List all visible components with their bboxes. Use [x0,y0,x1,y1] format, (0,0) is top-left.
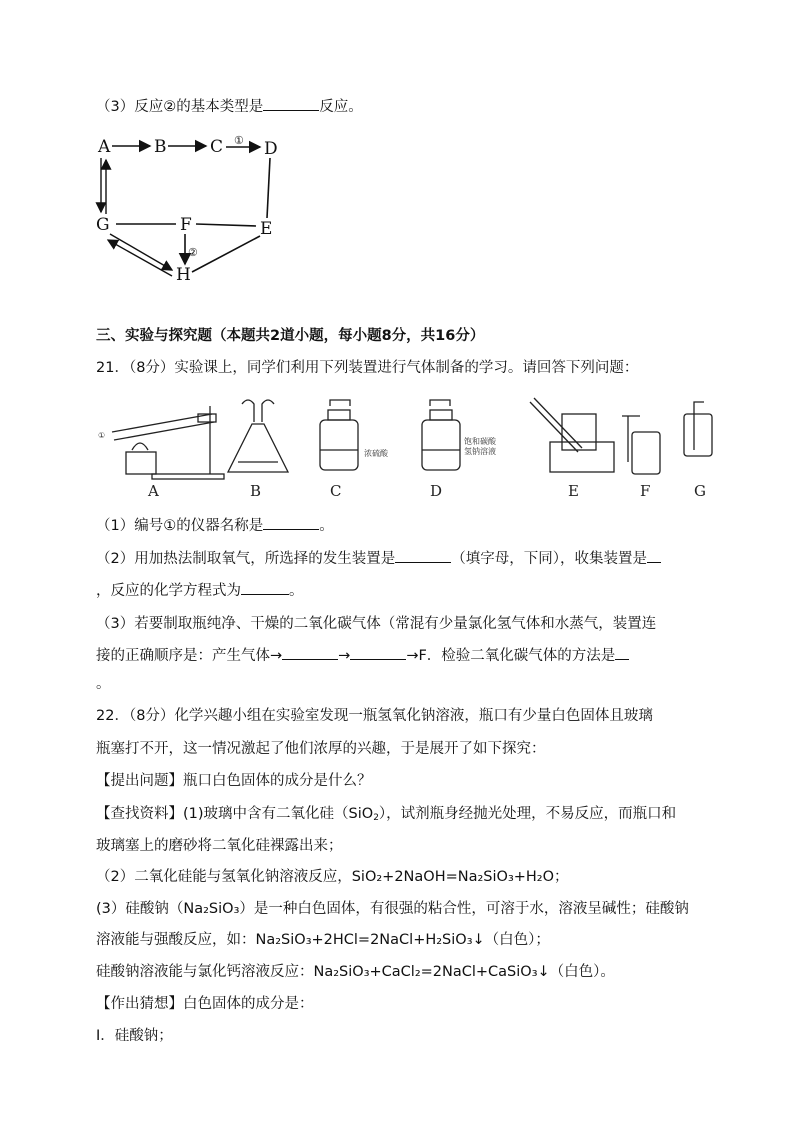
q22-guess: 【作出猜想】白色固体的成分是： [96,996,314,1012]
q22-info1-b: ），试剂瓶身经抛光处理，不易反应，而瓶口和 [378,806,677,822]
apparatus-d [422,400,460,470]
q21-part3-line1: （3）若要制取瓶纯净、干燥的二氧化碳气体（常混有少量氯化氢气体和水蒸气，装置连 [96,616,657,632]
apparatus-label-f: F [640,482,651,500]
node-e: E [260,219,273,239]
q22-info1-line2: 玻璃塞上的磨砂将二氧化硅裸露出来； [96,838,343,854]
q21-stem: 21．（8分）实验课上，同学们利用下列装置进行气体制备的学习。请回答下列问题： [96,360,639,376]
apparatus-label-d: D [430,482,443,500]
apparatus-label-a: A [148,482,159,500]
bottle-d-label-2: 氢钠溶液 [464,447,496,456]
arrow-g-h [110,234,172,270]
apparatus-c [320,400,358,470]
node-b: B [154,137,167,157]
q21-p2-b: （填字母，下同），收集装置是 [451,551,647,567]
answer-blank[interactable] [263,515,319,530]
q22-info3-line1: (3）硅酸钠（Na₂SiO₃）是一种白色固体，有很强的粘合性，可溶于水，溶液呈碱性；硅酸钠 [96,901,689,917]
q21-p1-prefix: （1）编号①的仪器名称是 [96,518,264,534]
q20-3-line [96,96,363,117]
q21-part2-line2 [96,580,304,601]
apparatus-g [684,402,712,456]
apparatus-b [228,400,288,472]
q20-3-suffix: 反应。 [319,99,363,115]
line-d-e [267,158,270,218]
q21-p2-c: ，反应的化学方程式为 [96,583,241,599]
q22-info3-line2: 溶液能与强酸反应，如：Na₂SiO₃+2HCl=2NaCl+H₂SiO₃↓（白色）； [96,932,550,948]
apparatus-label-e: E [568,482,579,500]
node-f: F [180,215,192,235]
q21-p1-suffix: 。 [319,518,334,534]
reaction-scheme-diagram [88,130,288,290]
q22-guess-i: Ⅰ．硅酸钠； [96,1028,173,1044]
q21-part2-line1 [96,548,661,569]
q22-info1-a: 【查找资料】(1)玻璃中含有二氧化硅（SiO [96,806,374,822]
line-f-e [196,224,256,226]
answer-blank[interactable] [647,548,661,563]
line-e-h [192,236,260,272]
answer-blank[interactable] [350,645,406,660]
apparatus-label-g: G [694,482,706,500]
apparatus-a [112,406,224,479]
apparatus-figure [92,392,732,502]
q21-p3-d: →F．检验二氧化碳气体的方法是 [406,648,616,664]
arrow-label-2: ② [188,246,198,259]
q21-part3-line2 [96,645,629,666]
q22-info3-line3: 硅酸钠溶液能与氯化钙溶液反应：Na₂SiO₃+CaCl₂=2NaCl+CaSiO₃↓（白色）。 [96,964,615,980]
q21-part3-line3: 。 [96,676,111,692]
answer-blank[interactable] [615,645,629,660]
q22-stem-line1: 22．（8分）化学兴趣小组在实验室发现一瓶氢氧化钠溶液，瓶口有少量白色固体且玻璃 [96,708,653,724]
answer-blank[interactable] [241,580,289,595]
apparatus-label-c: C [330,482,342,500]
arrow-label-1: ① [234,134,244,147]
section-heading: 三、实验与探究题（本题共2道小题，每小题8分，共16分） [96,328,485,344]
q20-3-prefix: （3）反应②的基本类型是 [96,99,264,115]
q21-p2-d: 。 [289,583,304,599]
answer-blank[interactable] [395,548,451,563]
answer-blank[interactable] [263,96,319,111]
node-a: A [98,137,111,157]
marker-1: ① [98,431,106,440]
node-d: D [264,139,278,159]
q22-info1-line1: 【查找资料】(1)玻璃中含有二氧化硅（SiO$_2$），试剂瓶身经抛光处理，不易反应，而瓶口和 [96,806,677,823]
bottle-d-label-1: 饱和碳酸 [464,437,496,446]
node-c: C [210,137,224,157]
arrow-h-g [108,240,172,276]
apparatus-label-b: B [250,482,262,500]
q21-p3-c: → [338,648,351,664]
q22-info2: （2）二氧化硅能与氢氧化钠溶液反应，SiO₂+2NaOH=Na₂SiO₃+H₂O； [96,869,569,885]
q21-p2-a: （2）用加热法制取氧气，所选择的发生装置是 [96,551,396,567]
q21-part1 [96,515,334,536]
q22-stem-line2: 瓶塞打不开，这一情况激起了他们浓厚的兴趣，于是展开了如下探究： [96,741,546,757]
q21-p3-b: 接的正确顺序是：产生气体→ [96,648,283,664]
apparatus-e [530,398,614,472]
apparatus-f [622,416,660,474]
answer-blank[interactable] [282,645,338,660]
node-g: G [96,215,110,235]
bottle-c-label: 浓硫酸 [364,449,388,458]
q22-question: 【提出问题】瓶口白色固体的成分是什么？ [96,773,372,789]
node-h: H [176,265,191,285]
